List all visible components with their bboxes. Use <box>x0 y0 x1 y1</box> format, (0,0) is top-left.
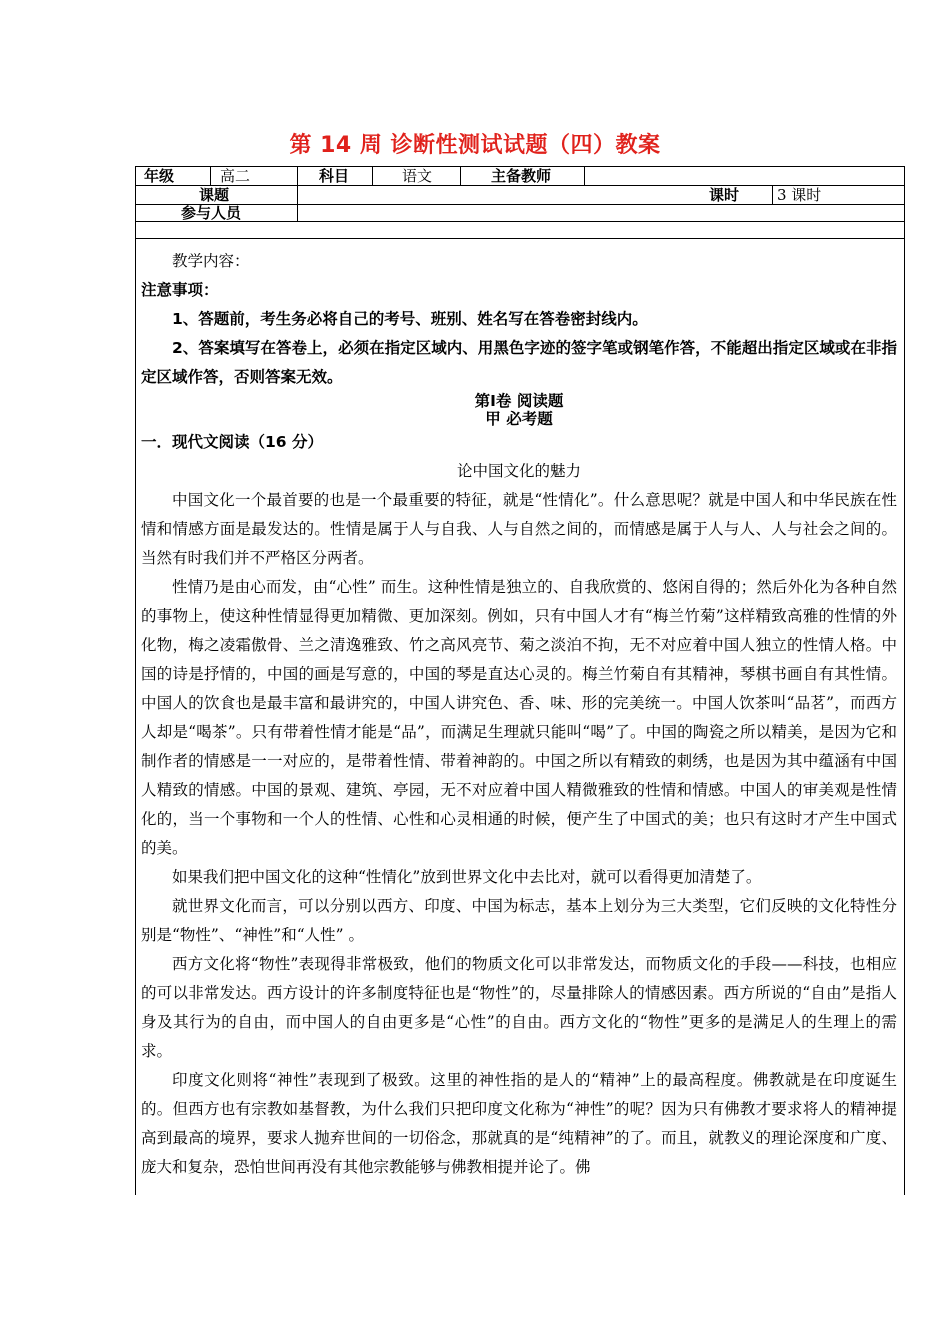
teaching-content-label: 教学内容： <box>172 252 250 270</box>
hours-value: 3 课时 <box>777 186 822 204</box>
article-paragraph: 就世界文化而言，可以分别以西方、印度、中国为标志，基本上划分为三大类型，它们反映的文化特性分别是“物性”、“神性”和“人性” 。 <box>141 897 897 944</box>
notice-item-1: 1、答题前，考生务必将自己的考号、班别、姓名写在答卷密封线内。 <box>172 310 648 328</box>
participants-label: 参与人员 <box>181 204 242 222</box>
section-title: 一．现代文阅读（16 分） <box>141 433 323 451</box>
volume-title: 第Ⅰ卷 阅读题 <box>474 392 564 410</box>
subject-value: 语文 <box>402 167 433 185</box>
article-paragraph: 性情乃是由心而发，由“心性” 而生。这种性情是独立的、自我欣赏的、悠闲自得的；然后外化为各种自然的事物上，使这种性情显得更加精微、更加深刻。例如，只有中国人才有“梅兰竹菊”这样精致高雅的性情的外化物，梅之凌霜傲骨、兰之清逸雅致、竹之高风亮节、菊之淡泊不拘，无不对应着中国人独立的性情人格。中国的诗是抒情的，中国的画是写意的，中国的琴是直达心灵的。梅兰竹菊自有其精神，琴棋书画自有其性情。中国人的饮食也是最丰富和最讲究的，中国人讲究色、香、味、形的完美统一。中国人饮茶叫“品茗”，而西方人却是“喝茶”。只有带着性情才能是“品”，而满足生理就只能叫“喝”了。中国的陶瓷之所以精美，是因为它和制作者的情感是一一对应的，是带着性情、带着神韵的。中国之所以有精致的刺绣，也是因为其中蕴涵有中国人精致的情感。中国的景观、建筑、亭园，无不对应着中国人精微雅致的性情和情感。中国人的审美观是性情化的，当一个事物和一个人的性情、心性和心灵相通的时候，便产生了中国式的美；也只有这时才产生中国式的美。 <box>141 578 897 857</box>
teacher-label: 主备教师 <box>491 167 552 185</box>
hours-label: 课时 <box>709 186 740 204</box>
lesson-content <box>141 247 897 1182</box>
grade-label: 年级 <box>144 167 175 185</box>
article-title: 论中国文化的魅力 <box>456 462 581 480</box>
article-paragraph: 印度文化则将“神性”表现到了极致。这里的神性指的是人的“精神”上的最高程度。佛教就是在印度诞生的。但西方也有宗教如基督教，为什么我们只把印度文化称为“神性”的呢？因为只有佛教才要求将人的精神提高到最高的境界，要求人抛弃世间的一切俗念，那就真的是“纯精神”的了。而且，就教义的理论深度和广度、庞大和复杂，恐怕世间再没有其他宗教能够与佛教相提并论了。佛 <box>141 1071 897 1176</box>
grade-value: 高二 <box>220 167 251 185</box>
article-paragraph: 中国文化一个最首要的也是一个最重要的特征，就是“性情化”。什么意思呢？就是中国人和中华民族在性情和情感方面是最发达的。性情是属于人与自我、人与自然之间的，而情感是属于人与人、人与社会之间的。当然有时我们并不严格区分两者。 <box>141 491 897 567</box>
article-paragraph: 如果我们把中国文化的这种“性情化”放到世界文化中去比对，就可以看得更加清楚了。 <box>172 868 762 886</box>
article-paragraph: 西方文化将“物性”表现得非常极致，他们的物质文化可以非常发达，而物质文化的手段——科技，也相应的可以非常发达。西方设计的许多制度特征也是“物性”的，尽量排除人的情感因素。西方所说的“自由”是指人身及其行为的自由，而中国人的自由更多是“心性”的自由。西方文化的“物性”更多的是满足人的生理上的需求。 <box>141 955 897 1060</box>
topic-label: 课题 <box>199 186 230 204</box>
page-title: 第 14 周 诊断性测试试题（四）教案 <box>289 133 661 158</box>
notice-title: 注意事项： <box>141 281 219 299</box>
part-title: 甲 必考题 <box>485 410 553 428</box>
notice-item-2: 2、答案填写在答卷上，必须在指定区域内、用黑色字迹的签字笔或钢笔作答，不能超出指定区域或在非指定区域作答，否则答案无效。 <box>141 339 897 386</box>
subject-label: 科目 <box>319 167 350 185</box>
